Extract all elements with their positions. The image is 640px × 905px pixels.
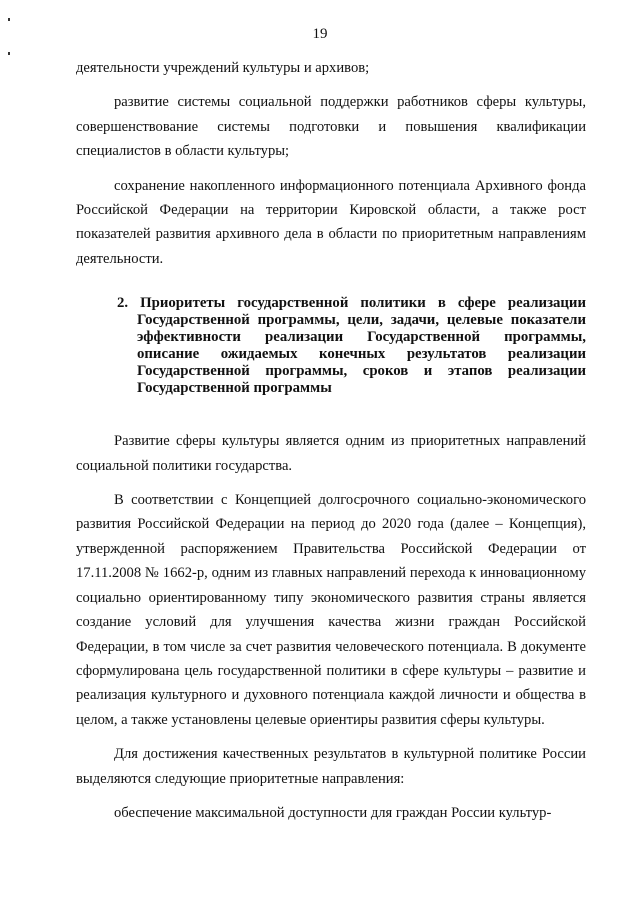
paragraph: В соответствии с Концепцией долгосрочного социально-экономического развития Российской Федерации на период до 2020 года (далее – Концепция), утвержденной распоряжением Правительства Российской Федерации от 17.11.2008 № 1662-р, одним из главных направлений перехода к инновационному социально ориентированному типу экономического развития страны является создание условий для улучшения качества жизни граждан Российской Федерации, в том числе за счет развития человеческого потенциала. В документе сформулирована цель государственной политики в сфере культуры – развитие и реализация культурного и духовного потенциала каждой личности и общества в целом, а также установлены целевые ориентиры развития сферы культуры. [76, 492, 586, 728]
section-heading: 2. Приоритеты государственной политики в сфере реализации Государственной программы, цели, задачи, целевые показатели эффективности реализации Государственной программы, описание ожидаемых конечных результатов реализации Государственной программы, сроков и этапов реализации Государственной программы [117, 295, 586, 397]
paragraph: сохранение накопленного информационного потенциала Архивного фонда Российской Федерации на территории Кировской области, а также рост показателей развития архивного дела в области по приоритетным направлениям деятельности. [76, 177, 586, 267]
paragraph: обеспечение максимальной доступности для граждан России культур- [114, 804, 552, 821]
document-body [76, 56, 586, 825]
scan-mark [8, 52, 10, 55]
paragraph: Для достижения качественных результатов в культурной политике России выделяются следующие приоритетные направления: [76, 746, 586, 787]
page-number: 19 [312, 26, 328, 42]
paragraph: деятельности учреждений культуры и архивов; [76, 60, 370, 76]
paragraph: развитие системы социальной поддержки работников сферы культуры, совершенствование системы подготовки и повышения квалификации специалистов в области культуры; [76, 94, 586, 160]
scan-mark [8, 18, 10, 21]
paragraph: Развитие сферы культуры является одним из приоритетных направлений социальной политики государства. [76, 433, 586, 474]
